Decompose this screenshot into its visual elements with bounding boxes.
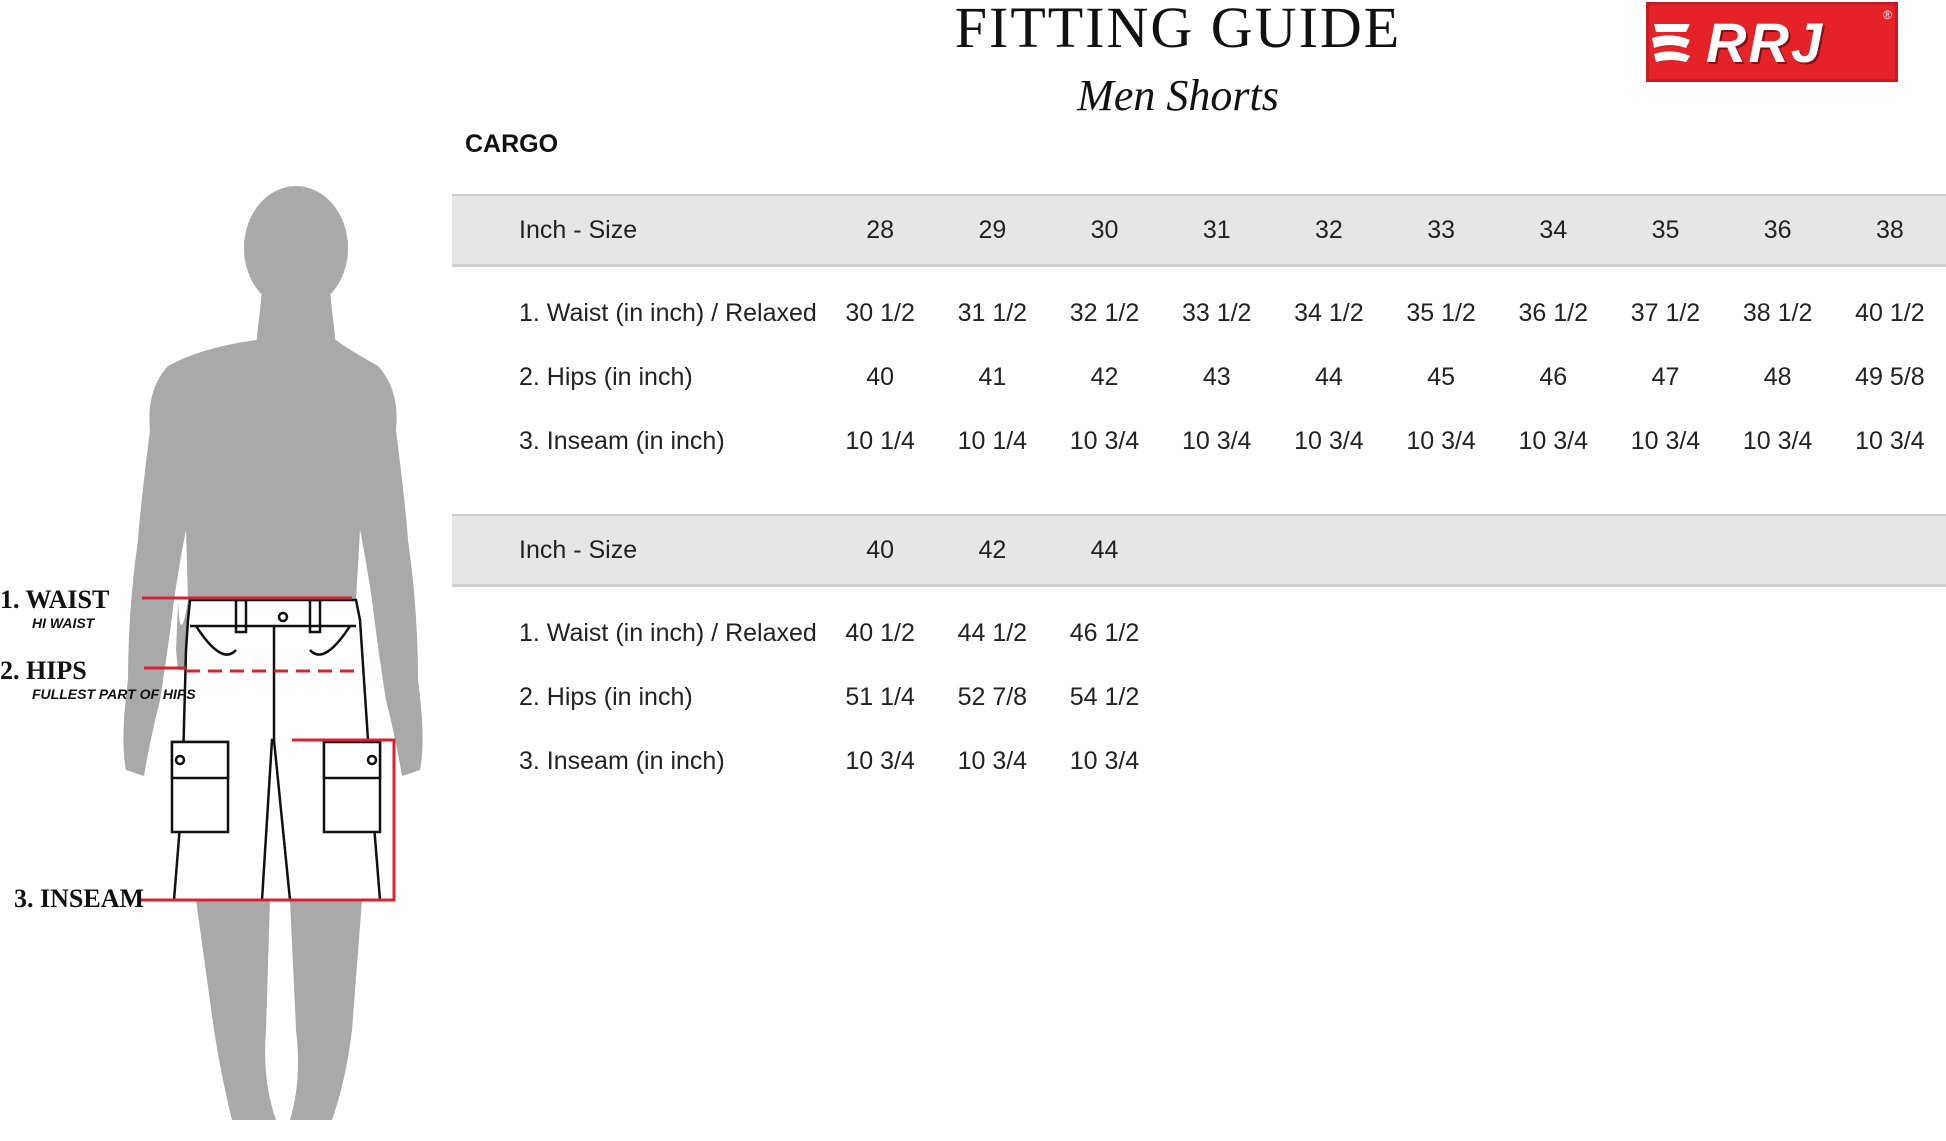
size-cell: 36 [1722, 195, 1834, 266]
value-cell: 42 [1090, 362, 1119, 391]
size-cell: 28 [824, 195, 936, 266]
page-subtitle: Men Shorts [1077, 71, 1279, 120]
brand-name: RRJ [1706, 11, 1825, 74]
section-label: CARGO [465, 130, 559, 158]
cargo-shorts-icon [172, 600, 380, 900]
value-cell: 44 [1315, 362, 1343, 391]
hips-sublabel: FULLEST PART OF HIPS [32, 686, 196, 702]
value-cell: 10 1/4 [845, 426, 915, 455]
row-label: 3. Inseam (in inch) [519, 746, 725, 775]
value-cell: 41 [978, 362, 1007, 391]
value-cell: 40 1/2 [845, 618, 915, 647]
waist-label: 1. WAIST [0, 585, 110, 614]
row-label: 2. Hips (in inch) [519, 682, 693, 711]
row-label: 1. Waist (in inch) / Relaxed [519, 298, 817, 327]
size-cell: 30 [1048, 195, 1160, 266]
value-cell: 46 [1539, 362, 1568, 391]
value-cell: 10 3/4 [1742, 426, 1813, 455]
value-cell: 10 3/4 [1069, 746, 1140, 775]
value-cell: 40 [866, 362, 895, 391]
table-header-row [452, 195, 1946, 266]
value-cell: 40 1/2 [1855, 298, 1925, 327]
table-row [452, 281, 1946, 345]
size-cell: 31 [1161, 195, 1273, 266]
value-cell: 10 3/4 [1855, 426, 1925, 455]
table-row [452, 409, 1946, 473]
value-cell: 54 1/2 [1069, 682, 1140, 711]
size-cell: 32 [1273, 195, 1385, 266]
value-cell: 49 5/8 [1855, 362, 1925, 391]
value-cell: 10 3/4 [1181, 426, 1252, 455]
value-cell: 32 1/2 [1069, 298, 1140, 327]
size-cell: 38 [1834, 195, 1946, 266]
value-cell: 10 3/4 [845, 746, 915, 775]
hips-label: 2. HIPS [0, 656, 87, 685]
value-cell: 34 1/2 [1294, 298, 1364, 327]
value-cell: 30 1/2 [845, 298, 915, 327]
value-cell: 48 [1763, 362, 1792, 391]
size-cell: 29 [936, 195, 1048, 266]
value-cell: 10 3/4 [1294, 426, 1364, 455]
row-label: 2. Hips (in inch) [519, 362, 693, 391]
brand-logo [1646, 2, 1898, 82]
value-cell: 43 [1202, 362, 1231, 391]
value-cell: 47 [1651, 362, 1680, 391]
header-label: Inch - Size [452, 195, 824, 266]
inseam-label: 3. INSEAM [14, 884, 145, 913]
size-table-1 [452, 194, 1946, 473]
value-cell: 31 1/2 [957, 298, 1028, 327]
table-row [452, 345, 1946, 409]
size-cell: 33 [1385, 195, 1497, 266]
value-cell: 10 3/4 [1518, 426, 1589, 455]
value-cell: 10 3/4 [1406, 426, 1476, 455]
size-cell: 40 [824, 515, 936, 586]
logo-swoosh-icon [1646, 2, 1706, 82]
row-label: 1. Waist (in inch) / Relaxed [519, 618, 817, 647]
value-cell: 10 3/4 [1069, 426, 1140, 455]
size-cell: 42 [936, 515, 1048, 586]
size-cell: 35 [1609, 195, 1721, 266]
size-table-2 [452, 514, 1946, 793]
value-cell: 45 [1427, 362, 1455, 391]
value-cell: 38 1/2 [1742, 298, 1813, 327]
value-cell: 52 7/8 [957, 682, 1028, 711]
value-cell: 51 1/4 [845, 682, 915, 711]
header-label: Inch - Size [452, 515, 824, 586]
value-cell: 36 1/2 [1518, 298, 1589, 327]
page-title: FITTING GUIDE [954, 0, 1402, 60]
value-cell: 10 3/4 [957, 746, 1028, 775]
table-row [452, 729, 1946, 793]
value-cell: 35 1/2 [1406, 298, 1476, 327]
value-cell: 10 1/4 [957, 426, 1028, 455]
value-cell: 46 1/2 [1069, 618, 1140, 647]
table-row [452, 601, 1946, 665]
value-cell: 37 1/2 [1630, 298, 1701, 327]
row-label: 3. Inseam (in inch) [519, 426, 725, 455]
value-cell: 33 1/2 [1181, 298, 1252, 327]
size-cell: 44 [1048, 515, 1160, 586]
size-cell: 34 [1497, 195, 1609, 266]
table-header-row [452, 515, 1946, 586]
value-cell: 10 3/4 [1630, 426, 1701, 455]
table-row [452, 665, 1946, 729]
value-cell: 44 1/2 [957, 618, 1028, 647]
registered-mark: ® [1883, 8, 1892, 22]
waist-sublabel: HI WAIST [32, 615, 95, 631]
